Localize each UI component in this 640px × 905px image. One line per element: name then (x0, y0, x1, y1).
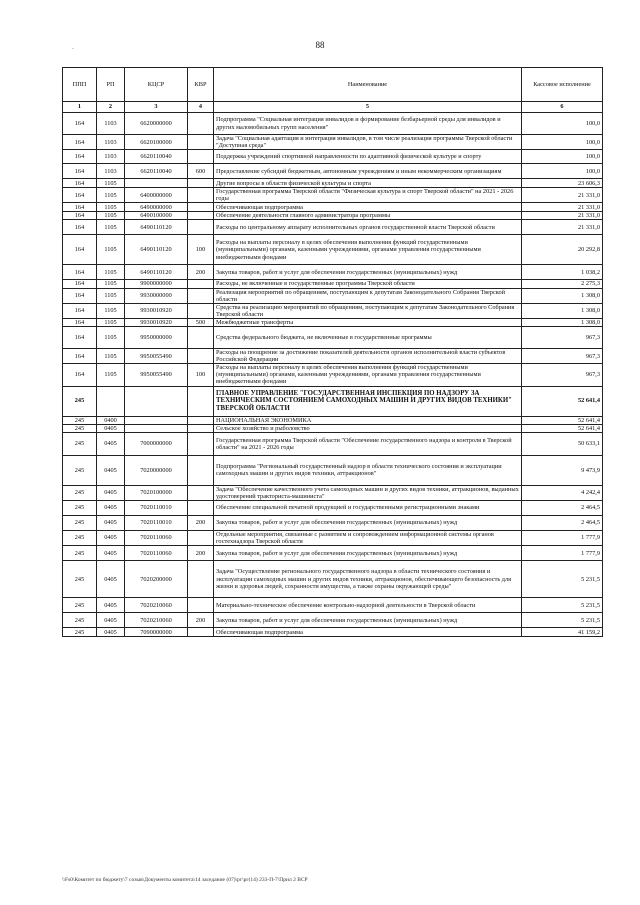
cell-rp: 0405 (97, 598, 125, 613)
cell-kvr (188, 424, 214, 432)
column-number-row (63, 102, 603, 113)
table-row (63, 235, 603, 265)
cell-rp: 0405 (97, 530, 125, 545)
cell-amount: 41 159,2 (522, 628, 603, 637)
table-row (63, 288, 603, 303)
cell-amount: 1 308,0 (522, 288, 603, 303)
cell-ppp: 164 (63, 164, 97, 179)
cell-kcsr: 6620100000 (125, 135, 188, 150)
cell-name: Расходы на выплаты персоналу в целях обеспечения выполнения функций государственными (муниципальными) органами, казенными учреждениями, органами управления государственными внебюджетными фондами (214, 364, 522, 386)
header-row (63, 68, 603, 102)
cell-amount: 4 242,4 (522, 485, 603, 500)
cell-name: Межбюджетные трансферты (214, 318, 522, 326)
table-row (63, 203, 603, 212)
cell-ppp: 164 (63, 303, 97, 318)
cell-rp: 0405 (97, 424, 125, 432)
cell-rp: 1105 (97, 318, 125, 326)
cell-ppp: 164 (63, 203, 97, 212)
table-row (63, 386, 603, 416)
cell-kvr: 500 (188, 318, 214, 326)
table-row (63, 561, 603, 598)
cell-amount: 1 777,9 (522, 546, 603, 561)
cell-rp: 1105 (97, 179, 125, 188)
cell-amount: 1 038,2 (522, 265, 603, 280)
cell-amount: 20 292,8 (522, 235, 603, 265)
cell-name: Задача "Обеспечение качественного учета самоходных машин и других видов техники, аттракционов, выданных удостоверений тракториста-машиниста" (214, 485, 522, 500)
cell-name: Задача "Осуществление регионального государственного надзора в области технического состояния и эксплуатации самоходных машин и других видов техники, аттракционов, обеспечивающего безопасность для жизни и здоровья людей, сохранности имущества, а также охраны окружающей среды" (214, 561, 522, 598)
header-name: Наименование (214, 68, 522, 102)
cell-ppp: 164 (63, 135, 97, 150)
table-row (63, 613, 603, 628)
cell-rp: 0405 (97, 515, 125, 530)
cell-name: Подпрограмма "Региональный государственный надзор в области технического состояния и эксплуатации самоходных машин и других видов техники, аттракционов" (214, 455, 522, 485)
table-row (63, 220, 603, 235)
table-row (63, 424, 603, 432)
cell-kvr (188, 598, 214, 613)
cell-name: Закупка товаров, работ и услуг для обеспечения государственных (муниципальных) нужд (214, 265, 522, 280)
cell-kcsr: 7090000000 (125, 628, 188, 637)
cell-name: Реализация мероприятий по обращениям, поступающим к депутатам Законодательного Собрания Тверской области (214, 288, 522, 303)
table-row (63, 179, 603, 188)
cell-kvr (188, 530, 214, 545)
cell-amount: 23 606,3 (522, 179, 603, 188)
table-row (63, 150, 603, 164)
cell-rp: 1105 (97, 303, 125, 318)
header-kvr: КВР (188, 68, 214, 102)
cell-kvr (188, 455, 214, 485)
cell-kcsr: 7000000000 (125, 432, 188, 455)
cell-ppp: 245 (63, 628, 97, 637)
cell-kvr: 100 (188, 235, 214, 265)
file-path-footer: \\Fs0\Комитет по бюджету\7 созыв\Документы комитета\14 заседание (07)\рг\рг(14) 233-П-7\Прил 2 ВСР (62, 877, 308, 883)
cell-name: Материально-техническое обеспечение контрольно-надзорной деятельности в Тверской области (214, 598, 522, 613)
cell-rp: 0405 (97, 455, 125, 485)
cell-name: Закупка товаров, работ и услуг для обеспечения государственных (муниципальных) нужд (214, 546, 522, 561)
table-row (63, 485, 603, 500)
table-row (63, 303, 603, 318)
cell-name: Сельское хозяйство и рыболовство (214, 424, 522, 432)
cell-amount: 100,0 (522, 135, 603, 150)
cell-kvr: 600 (188, 164, 214, 179)
cell-kvr: 200 (188, 515, 214, 530)
cell-kcsr (125, 179, 188, 188)
cell-kcsr: 9930000000 (125, 288, 188, 303)
cell-ppp: 164 (63, 113, 97, 135)
cell-kvr (188, 386, 214, 416)
column-number: 6 (522, 102, 603, 113)
cell-kcsr: 7020210060 (125, 598, 188, 613)
cell-name: Расходы на выплаты персоналу в целях обеспечения выполнения функций государственными (муниципальными) органами, казенными учреждениями, органами управления государственными внебюджетными фондами (214, 235, 522, 265)
cell-kvr (188, 150, 214, 164)
cell-ppp: 245 (63, 424, 97, 432)
cell-kcsr: 9900000000 (125, 280, 188, 288)
cell-name: Государственная программа Тверской области "Физическая культура и спорт Тверской области" на 2021 - 2026 годы (214, 188, 522, 203)
cell-amount: 21 331,0 (522, 188, 603, 203)
cell-kcsr: 7020200000 (125, 561, 188, 598)
table-row (63, 515, 603, 530)
cell-name: Средства на реализацию мероприятий по обращениям, поступающим к депутатам Законодательного Собрания Тверской области (214, 303, 522, 318)
cell-amount: 52 641,4 (522, 416, 603, 424)
cell-kvr (188, 327, 214, 349)
cell-name: Государственная программа Тверской области "Обеспечение государственного надзора и контроля в Тверской области" на 2021 - 2026 годы (214, 432, 522, 455)
table-row (63, 416, 603, 424)
cell-name: Обеспечивающая подпрограмма (214, 628, 522, 637)
cell-kvr (188, 500, 214, 515)
cell-rp: 1105 (97, 265, 125, 280)
cell-kcsr: 7020110010 (125, 515, 188, 530)
cell-ppp: 245 (63, 598, 97, 613)
cell-name: Обеспечение деятельности главного администратора программы (214, 212, 522, 220)
column-number: 5 (214, 102, 522, 113)
cell-ppp: 164 (63, 212, 97, 220)
header-rp: РП (97, 68, 125, 102)
table-row (63, 628, 603, 637)
cell-ppp: 245 (63, 515, 97, 530)
table-row (63, 349, 603, 364)
cell-rp: 1105 (97, 188, 125, 203)
cell-kcsr: 9930010920 (125, 303, 188, 318)
cell-amount: 2 275,3 (522, 280, 603, 288)
cell-ppp: 164 (63, 364, 97, 386)
cell-amount: 1 308,0 (522, 303, 603, 318)
cell-kvr (188, 561, 214, 598)
cell-ppp: 245 (63, 386, 97, 416)
cell-ppp: 245 (63, 561, 97, 598)
cell-rp: 1105 (97, 220, 125, 235)
cell-rp (97, 386, 125, 416)
cell-rp: 0400 (97, 416, 125, 424)
cell-kvr (188, 432, 214, 455)
cell-amount: 100,0 (522, 164, 603, 179)
cell-amount: 21 331,0 (522, 220, 603, 235)
cell-amount: 5 231,5 (522, 598, 603, 613)
cell-amount: 2 464,5 (522, 500, 603, 515)
cell-kvr (188, 303, 214, 318)
cell-name: Обеспечение специальной печатной продукцией и государственными регистрационными знаками (214, 500, 522, 515)
cell-name: Расходы на поощрение за достижение показателей деятельности органов исполнительной власти субъектов Российской Федерации (214, 349, 522, 364)
cell-ppp: 164 (63, 280, 97, 288)
cell-kcsr: 6490110120 (125, 220, 188, 235)
cell-name: Закупка товаров, работ и услуг для обеспечения государственных (муниципальных) нужд (214, 613, 522, 628)
cell-rp: 0405 (97, 628, 125, 637)
cell-kcsr: 6620000000 (125, 113, 188, 135)
header-amount: Кассовое исполнение (522, 68, 603, 102)
table-row (63, 500, 603, 515)
cell-kvr: 200 (188, 546, 214, 561)
cell-ppp: 164 (63, 179, 97, 188)
cell-kvr: 200 (188, 265, 214, 280)
column-number: 3 (125, 102, 188, 113)
cell-kcsr: 6620110040 (125, 164, 188, 179)
cell-amount: 100,0 (522, 150, 603, 164)
cell-name: ГЛАВНОЕ УПРАВЛЕНИЕ "ГОСУДАРСТВЕННАЯ ИНСПЕКЦИЯ ПО НАДЗОРУ ЗА ТЕХНИЧЕСКИМ СОСТОЯНИЕМ САМОХОДНЫХ МАШИН И ДРУГИХ ВИДОВ ТЕХНИКИ" ТВЕРСКОЙ ОБЛАСТИ (214, 386, 522, 416)
cell-kvr (188, 203, 214, 212)
cell-kcsr (125, 424, 188, 432)
cell-rp: 0405 (97, 613, 125, 628)
cell-ppp: 164 (63, 318, 97, 326)
cell-amount: 9 473,9 (522, 455, 603, 485)
cell-kvr (188, 113, 214, 135)
cell-kcsr: 6490110120 (125, 235, 188, 265)
cell-kvr: 200 (188, 613, 214, 628)
cell-kvr (188, 628, 214, 637)
cell-ppp: 245 (63, 546, 97, 561)
cell-name: Задача "Социальная адаптация и интеграция инвалидов, в том числе реализация программы Тверской области "Доступная среда" (214, 135, 522, 150)
table-row (63, 318, 603, 326)
cell-amount: 967,3 (522, 327, 603, 349)
header-ppp: ППП (63, 68, 97, 102)
cell-rp: 1103 (97, 164, 125, 179)
cell-ppp: 164 (63, 235, 97, 265)
cell-rp: 1105 (97, 212, 125, 220)
cell-ppp: 245 (63, 432, 97, 455)
table-row (63, 135, 603, 150)
cell-kvr: 100 (188, 364, 214, 386)
cell-kcsr (125, 416, 188, 424)
cell-kcsr: 7020000000 (125, 455, 188, 485)
cell-rp: 0405 (97, 485, 125, 500)
cell-amount: 2 464,5 (522, 515, 603, 530)
cell-amount: 1 308,0 (522, 318, 603, 326)
cell-name: Поддержка учреждений спортивной направленности по адаптивной физической культуре и спорту (214, 150, 522, 164)
cell-ppp: 245 (63, 485, 97, 500)
cell-kcsr: 6490000000 (125, 203, 188, 212)
cell-rp: 0405 (97, 500, 125, 515)
cell-amount: 1 777,9 (522, 530, 603, 545)
cell-name: Расходы, не включенные в государственные программы Тверской области (214, 280, 522, 288)
cell-kcsr: 6490100000 (125, 212, 188, 220)
cell-ppp: 245 (63, 455, 97, 485)
cell-amount: 967,3 (522, 364, 603, 386)
cell-kcsr: 9930010920 (125, 318, 188, 326)
cell-name: Расходы по центральному аппарату исполнительных органов государственной власти Тверской области (214, 220, 522, 235)
cell-kcsr: 9950055490 (125, 349, 188, 364)
table-row (63, 530, 603, 545)
cell-kcsr: 7020110010 (125, 500, 188, 515)
cell-ppp: 164 (63, 265, 97, 280)
cell-name: Другие вопросы в области физической культуры и спорта (214, 179, 522, 188)
cell-name: Обеспечивающая подпрограмма (214, 203, 522, 212)
table-row (63, 113, 603, 135)
cell-amount: 100,0 (522, 113, 603, 135)
cell-kvr (188, 179, 214, 188)
cell-rp: 0405 (97, 561, 125, 598)
cell-amount: 52 641,4 (522, 424, 603, 432)
cell-kcsr: 6620110040 (125, 150, 188, 164)
table-row (63, 432, 603, 455)
table-row (63, 546, 603, 561)
cell-ppp: 245 (63, 613, 97, 628)
cell-amount: 52 641,4 (522, 386, 603, 416)
cell-kvr (188, 485, 214, 500)
cell-rp: 1105 (97, 349, 125, 364)
cell-kcsr: 7020110060 (125, 530, 188, 545)
cell-ppp: 164 (63, 349, 97, 364)
table-row (63, 280, 603, 288)
column-number: 2 (97, 102, 125, 113)
cell-ppp: 164 (63, 188, 97, 203)
cell-rp: 1103 (97, 150, 125, 164)
cell-amount: 5 231,5 (522, 613, 603, 628)
cell-rp: 1105 (97, 280, 125, 288)
cell-rp: 1105 (97, 327, 125, 349)
table-row (63, 327, 603, 349)
cell-rp: 1105 (97, 235, 125, 265)
cell-kcsr: 7020100000 (125, 485, 188, 500)
cell-amount: 5 231,5 (522, 561, 603, 598)
cell-name: Отдельные мероприятия, связанные с развитием и сопровождением информационной системы органов гостехнадзора Тверской области (214, 530, 522, 545)
table-row (63, 364, 603, 386)
cell-amount: 21 331,0 (522, 212, 603, 220)
cell-kcsr: 9950055490 (125, 364, 188, 386)
table-row (63, 598, 603, 613)
table-row (63, 212, 603, 220)
budget-execution-table (62, 67, 603, 637)
cell-rp: 1103 (97, 135, 125, 150)
cell-rp: 0405 (97, 432, 125, 455)
cell-rp: 1103 (97, 113, 125, 135)
cell-ppp: 245 (63, 530, 97, 545)
cell-kvr (188, 212, 214, 220)
cell-ppp: 245 (63, 416, 97, 424)
cell-kcsr: 7020110060 (125, 546, 188, 561)
cell-amount: 967,3 (522, 349, 603, 364)
cell-name: Предоставление субсидий бюджетным, автономным учреждениям и иным некоммерческим организациям (214, 164, 522, 179)
cell-kvr (188, 288, 214, 303)
cell-amount: 50 633,1 (522, 432, 603, 455)
cell-kvr (188, 135, 214, 150)
cell-kcsr (125, 386, 188, 416)
table-row (63, 164, 603, 179)
cell-kcsr: 7020210060 (125, 613, 188, 628)
page-number: 88 (315, 40, 325, 50)
cell-kvr (188, 416, 214, 424)
cell-rp: 0405 (97, 546, 125, 561)
cell-name: Средства федерального бюджета, не включенные в государственные программы (214, 327, 522, 349)
cell-kvr (188, 349, 214, 364)
cell-ppp: 245 (63, 500, 97, 515)
cell-ppp: 164 (63, 150, 97, 164)
cell-name: Подпрограмма "Социальная интеграция инвалидов и формирование безбарьерной среды для инвалидов и других маломобильных групп населения" (214, 113, 522, 135)
cell-ppp: 164 (63, 220, 97, 235)
cell-amount: 21 331,0 (522, 203, 603, 212)
cell-kvr (188, 280, 214, 288)
cell-name: НАЦИОНАЛЬНАЯ ЭКОНОМИКА (214, 416, 522, 424)
column-number: 4 (188, 102, 214, 113)
table-row (63, 455, 603, 485)
table-row (63, 188, 603, 203)
cell-kvr (188, 188, 214, 203)
cell-kcsr: 6400000000 (125, 188, 188, 203)
cell-kvr (188, 220, 214, 235)
column-number: 1 (63, 102, 97, 113)
cell-rp: 1105 (97, 364, 125, 386)
cell-rp: 1105 (97, 203, 125, 212)
cell-kcsr: 9950000000 (125, 327, 188, 349)
top-mark: - (72, 46, 74, 52)
cell-kcsr: 6490110120 (125, 265, 188, 280)
cell-name: Закупка товаров, работ и услуг для обеспечения государственных (муниципальных) нужд (214, 515, 522, 530)
cell-ppp: 164 (63, 288, 97, 303)
cell-ppp: 164 (63, 327, 97, 349)
table-row (63, 265, 603, 280)
cell-rp: 1105 (97, 288, 125, 303)
header-kcsr: КЦСР (125, 68, 188, 102)
